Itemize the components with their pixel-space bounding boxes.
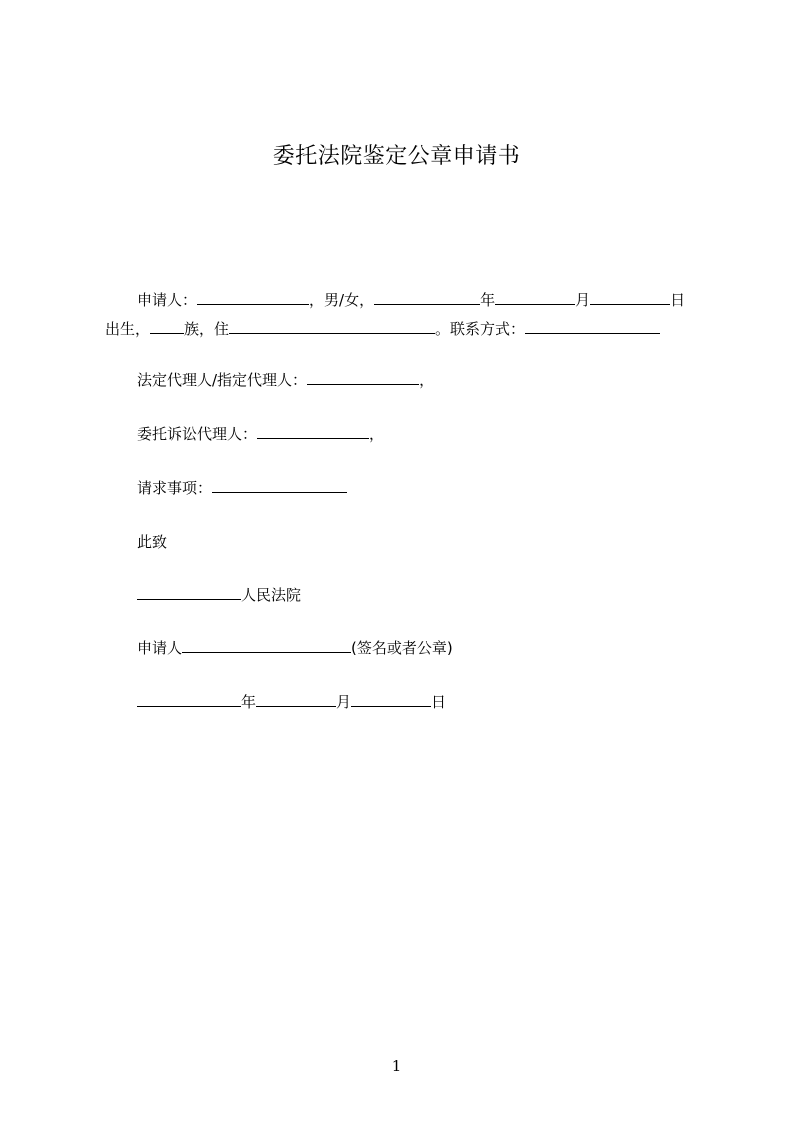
day-label: 日 [670, 291, 686, 309]
request-label: 请求事项： [137, 479, 213, 497]
address-blank [229, 319, 435, 334]
agent-line [137, 424, 384, 444]
birth-line [105, 319, 660, 339]
court-suffix: 人民法院 [241, 586, 302, 604]
applicant-label: 申请人： [137, 291, 198, 309]
page-number: 1 [391, 1057, 402, 1075]
ethnicity-label: 族，住 [184, 320, 230, 338]
contact-label: 。联系方式： [435, 320, 526, 338]
request-blank [212, 478, 347, 493]
court-name-blank [137, 585, 241, 600]
birth-label: 出生， [105, 320, 151, 338]
date-year-blank [137, 692, 241, 707]
applicant-line [137, 290, 685, 310]
date-month-blank [256, 692, 336, 707]
ethnicity-blank [150, 319, 184, 334]
gender-text: ，男/女， [309, 291, 375, 309]
birth-day-blank [590, 290, 670, 305]
date-day-blank [351, 692, 431, 707]
applicant-name-blank [197, 290, 309, 305]
signature-note: (签名或者公章) [351, 639, 453, 657]
agent-blank [257, 424, 369, 439]
contact-blank [525, 319, 660, 334]
year-label: 年 [480, 291, 496, 309]
signature-blank [182, 638, 351, 653]
date-year-label: 年 [241, 693, 257, 711]
salutation: 此致 [137, 533, 168, 551]
birth-month-blank [495, 290, 575, 305]
legal-rep-end: ， [419, 371, 435, 389]
document-title: 委托法院鉴定公章申请书 [272, 144, 521, 169]
birth-year-blank [374, 290, 480, 305]
request-line [137, 478, 347, 498]
date-line [137, 692, 446, 712]
legal-rep-line [137, 370, 434, 390]
legal-rep-blank [307, 370, 419, 385]
date-month-label: 月 [336, 693, 352, 711]
signature-label: 申请人 [137, 639, 183, 657]
agent-end: ， [369, 425, 385, 443]
legal-rep-label: 法定代理人/指定代理人： [137, 371, 308, 389]
signature-line [137, 638, 453, 658]
date-day-label: 日 [431, 693, 447, 711]
agent-label: 委托诉讼代理人： [137, 425, 258, 443]
month-label: 月 [575, 291, 591, 309]
court-line [137, 585, 301, 605]
